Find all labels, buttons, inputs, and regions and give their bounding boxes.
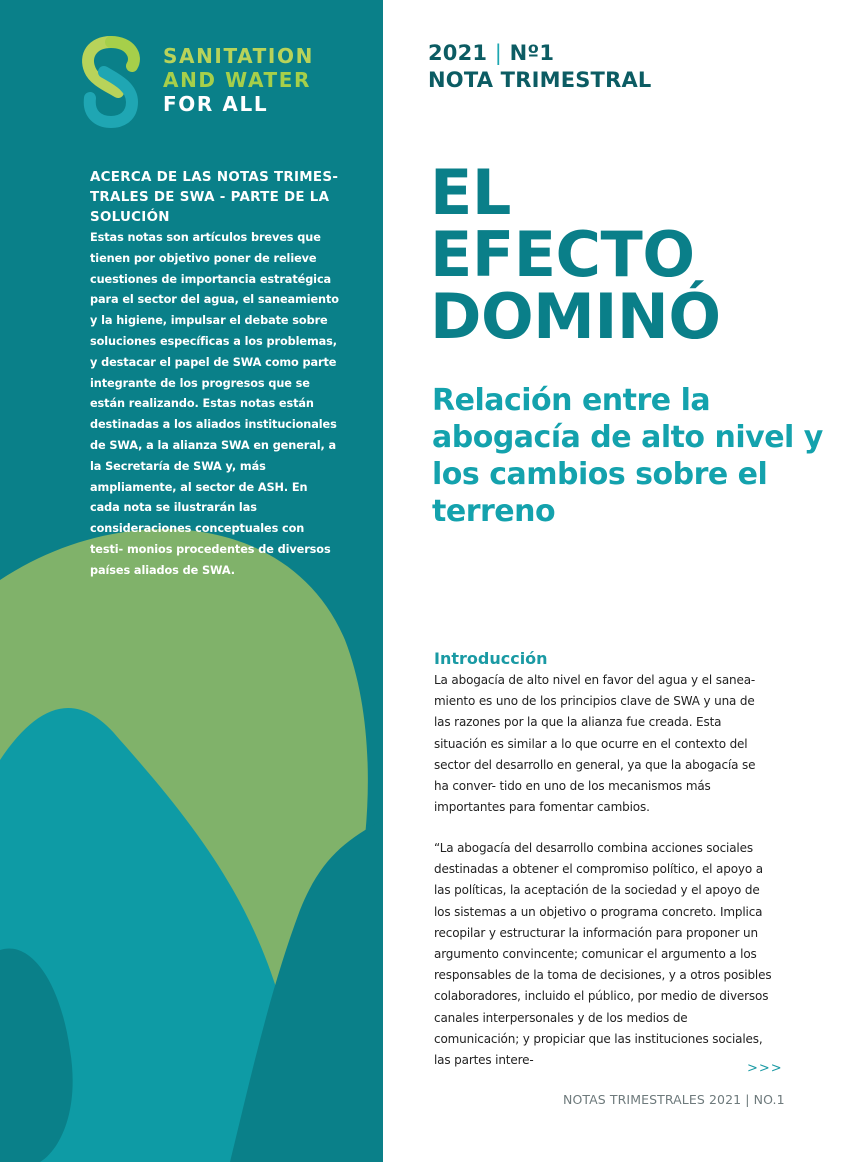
title-line-3: DOMINÓ — [430, 280, 721, 353]
page-footer: NOTAS TRIMESTRALES 2021 | NO.1 — [563, 1092, 785, 1107]
continue-marker: >>> — [747, 1061, 783, 1076]
title-line-2: EFECTO — [430, 218, 695, 291]
brand-wordmark — [163, 44, 314, 116]
subtitle: Relación entre la abogacía de alto nivel y los cambios sobre el terreno — [432, 383, 823, 529]
issue-label — [428, 40, 652, 94]
about-section — [90, 168, 340, 582]
title-line-1: EL — [430, 156, 511, 229]
brand-line-2: AND WATER — [163, 68, 311, 92]
left-panel — [0, 0, 383, 1162]
intro-paragraph-2: “La abogacía del desarrollo combina acciones sociales destinadas a obtener el compromiso político, el apoyo a las políticas, la aceptación de la sociedad y el apoyo de los sistemas a un objetivo o programa concreto. Implica recopilar y estructurar la información para proponer un argumento convincente; comunicar el argumento a los responsables de la toma de decisiones, y a otros posibles colaboradores, incluido el público, por medio de diversos canales interpersonales y de los medios de comunicación; y propiciar que las instituciones sociales, las partes intere- — [434, 841, 772, 1068]
about-title: ACERCA DE LAS NOTAS TRIMES- TRALES DE SWA - PARTE DE LA SOLUCIÓN — [90, 170, 339, 225]
issue-type: NOTA TRIMESTRAL — [428, 68, 652, 92]
page-title — [430, 156, 721, 353]
swa-logo-icon — [78, 36, 144, 128]
issue-number-line — [428, 40, 652, 67]
brand-line-1: SANITATION — [163, 44, 314, 68]
issue-year: 2021 — [428, 41, 488, 65]
intro-paragraph-1: La abogacía de alto nivel en favor del agua y el sanea- miento es uno de los principios clave de SWA y una de las razones por la que la alianza fue creada. Esta situación es similar a lo que ocurre en el contexto del sector del desarrollo en general, ya que la abogacía se ha conver- tido en uno de los mecanismos más importantes para fomentar cambios. — [434, 673, 756, 815]
intro-heading: Introducción — [434, 649, 548, 668]
about-body: Estas notas son artículos breves que tienen por objetivo poner de relieve cuestiones de importancia estratégica para el sector del agua, el saneamiento y la higiene, impulsar el debate sobre soluciones específicas a los problemas, y destacar el papel de SWA como parte integrante de los progresos que se están realizando. Estas notas están destinadas a los aliados institucionales de SWA, a la alianza SWA en general, a la Secretaría de SWA y, más ampliamente, al sector de ASH. En cada nota se ilustrarán las consideraciones conceptuales con testi- monios procedentes de diversos países aliados de SWA. — [90, 231, 339, 577]
issue-number: Nº1 — [509, 41, 555, 65]
issue-separator: | — [494, 41, 503, 65]
brand-line-3: FOR ALL — [163, 92, 269, 116]
